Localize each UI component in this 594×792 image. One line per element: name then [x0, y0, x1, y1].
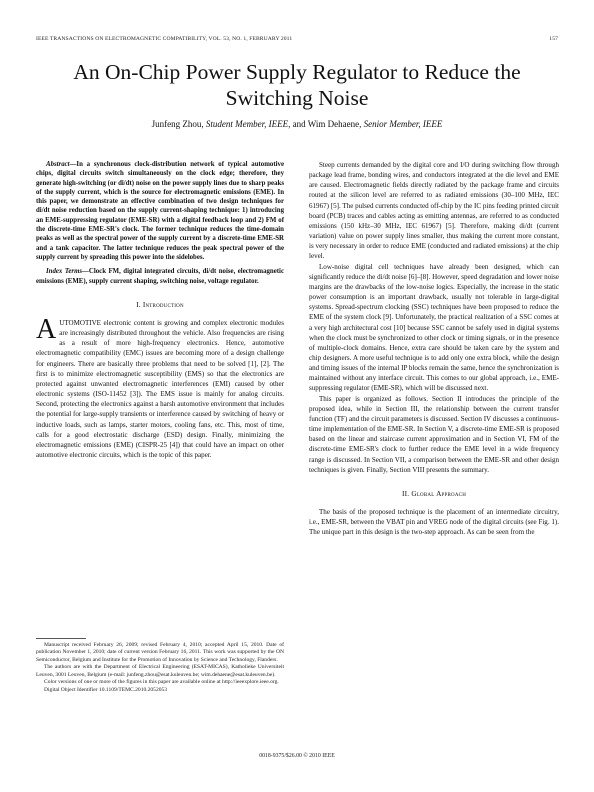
paper-title: An On-Chip Power Supply Regulator to Reduce the Switching Noise	[73, 60, 521, 110]
body-paragraph: The basis of the proposed technique is the placement of an intermediate circuitry, i.e., EME-SR, between the VBAT pin and VREG node of the digital circuits (see Fig. 1). The unique part in this design is the two-step approach. As can be seen from the	[309, 508, 559, 537]
copyright-footer: 0018-9375/$26.00 © 2010 IEEE	[259, 753, 335, 759]
abstract-text: In a synchronous clock-distribution network of typical automotive chips, digital circuits switch simultaneously on the clock edge; therefore, they generate high-switching (or di/dt) noise on the power supply lines due to sharp peaks of the supply current, which is the source for electromagnetic emissions (EME). In this paper, we demonstrate an effective combination of two design techniques for di/dt noise reduction based on the supply current-shaping technique: 1) introducing an EME-suppressing regulator (EME-SR) with a digital feedback loop and 2) FM of the discrete-time EME-SR's clock. The former technique reduces the time-domain peaks as well as the spectral power of the supply current by a discrete-time EME-SR and a tank capacitor. The latter technique reduces the peak spectral power of the supply current by spreading this power into the sidelobes.	[36, 161, 284, 261]
author-1-name: Junfeng Zhou,	[151, 119, 204, 129]
body-paragraph: Steep currents demanded by the digital core and I/O during switching flow through package lead frame, bonding wires, and conductors integrated at the die level and EME are caused. Electromagnetic fields directly radiated by the package frame and circuits routed at the silicon level are referred to as radiated emissions (30–100 MHz, IEC 61967) [5]. The pulsed currents conducted off-chip by the IC pins feeding printed circuit board (PCB) traces and cables acting as emitting antennas, are referred to as conducted emissions (150 kHz–30 MHz, IEC 61967) [5]. Therefore, making di/dt (current variation) value on power supply lines smaller, thus making the current more constant, is very necessary in order to reduce EME (conducted and radiated emissions) at the chip level.	[309, 161, 559, 261]
left-column	[36, 160, 284, 460]
index-terms-label: Index Terms—	[46, 268, 89, 276]
author-line	[40, 119, 554, 129]
section-numeral: II.	[401, 488, 410, 498]
page-number: 157	[549, 36, 558, 42]
abstract	[36, 160, 284, 262]
author-2-role: Senior Member, IEEE	[363, 119, 443, 129]
intro-paragraph	[36, 314, 284, 460]
index-terms	[36, 267, 284, 286]
author-1-role: Student Member, IEEE,	[205, 119, 291, 129]
footnote-doi: Digital Object Identifier 10.1109/TEMC.2010.2052053	[44, 686, 168, 693]
footnote-color: Color versions of one or more of the figures in this paper are available online at http://ieeexplore.ieee.org.	[44, 679, 279, 686]
index-terms-text: Clock FM, digital integrated circuits, di/dt noise, electromagnetic emissions (EME), supply current shaping, switching noise, voltage regulator.	[36, 268, 284, 285]
section-title: Introduction	[142, 299, 184, 309]
section-heading-global-approach	[309, 489, 559, 499]
journal-name: IEEE TRANSACTIONS ON ELECTROMAGNETIC COMPATIBILITY, VOL. 53, NO. 1, FEBRUARY 2011	[36, 36, 293, 42]
body-paragraph: Low-noise digital cell techniques have already been designed, which can significantly reduce the di/dt noise [6]–[8]. However, speed degradation and lower noise margins are the drawbacks of the low-noise logics. Especially, the increase in the static power consumption is an important drawback, usually not tolerable in large-digital systems. Spread-spectrum clocking (SSC) techniques have been proposed to reduce the EME of the system clock [9]. Unfortunately, the practical realization of a SSC comes at a very high architectural cost [10] because SSC cannot be safely used in digital systems when the clock must be synchronized to other clock or timing signals, or in the presence of multiple-clock domains. Hence, extra care should be taken care by the system and chip designers. A more useful technique is to add only one extra block, while the design and timing issues of the internal IP blocks remain the same, hence the synchronization is maintained without any interface circuit. This comes to our global approach, i.e., EME-suppressing regulator (EME-SR), which will be discussed next.	[309, 262, 559, 393]
footnotes	[36, 642, 284, 694]
section-numeral: I.	[136, 299, 141, 309]
intro-text: UTOMOTIVE electronic content is growing and complex electronic modules are increasingly distributed throughout the vehicle. Also frequencies are rising as a result of more high-frequency electronics. Hence, automotive electromagnetic compatibility (EMC) issues are becoming more of a design challenge for engineers. There are basically three problems that need to be solved [1], [2]. The first is to minimize electromagnetic susceptibility (EMS) so that the electronics are protected against unwanted electromagnetic interferences (EMI) caused by other electronic systems (ISO-11452 [3]). The EMS issue is mainly for analog circuits. Second, protecting the electronics against a harsh automotive environment that includes the potential for large-supply transients or interference caused by switching of heavy or inductive loads, such as lamps, starter motors, cooling fans, etc. This, most of time, calls for a good electrostatic discharge (ESD) design. Finally, minimizing the electromagnetic emissions (EME) (CISPR-25 [4]) that could have an impact on other automotive electronic circuits, which is the topic of this paper.	[36, 319, 284, 460]
footnote-rule	[36, 638, 86, 639]
footnote-affiliation: The authors are with the Department of Electrical Engineering (ESAT-MICAS), Katholieke Universiteit Leuven, 3001 Leuven, Belgium (e-mail: junfeng.zhou@esat.kuleuven.be; wim.dehaene@esat.kuleuven.be).	[36, 664, 284, 678]
body-paragraph: This paper is organized as follows. Section II introduces the principle of the proposed idea, while in Section III, the relationship between the current transfer function (TF) and the circuit parameters is discussed. Section IV discusses a continuous-time implementation of the EME-SR. In Section V, a discrete-time EME-SR is proposed based on the linear and staircase current approximation and in Section VI, FM of the discrete-time EME-SR's clock to further reduce the EME level in a wide frequency range is discussed. In Section VII, a comparison between the EME-SR and other design techniques is given. Finally, Section VIII presents the summary.	[309, 394, 559, 474]
footnote-manuscript: Manuscript received February 26, 2009; revised February 4, 2010; accepted April 15, 2010. Date of publication November 1, 2010; date of current version February 16, 2011. This work was supported by the ON Semiconductor, Belgium and Institute for the Promotion of Innovation by Science and Technology, Flanders.	[36, 642, 284, 663]
drop-cap: A	[36, 314, 57, 346]
running-header	[36, 36, 558, 42]
right-column	[309, 160, 559, 537]
author-2-name: and Wim Dehaene,	[292, 119, 362, 129]
section-heading-introduction	[36, 300, 284, 310]
abstract-label: Abstract—	[46, 161, 77, 168]
section-title: Global Approach	[411, 488, 467, 498]
